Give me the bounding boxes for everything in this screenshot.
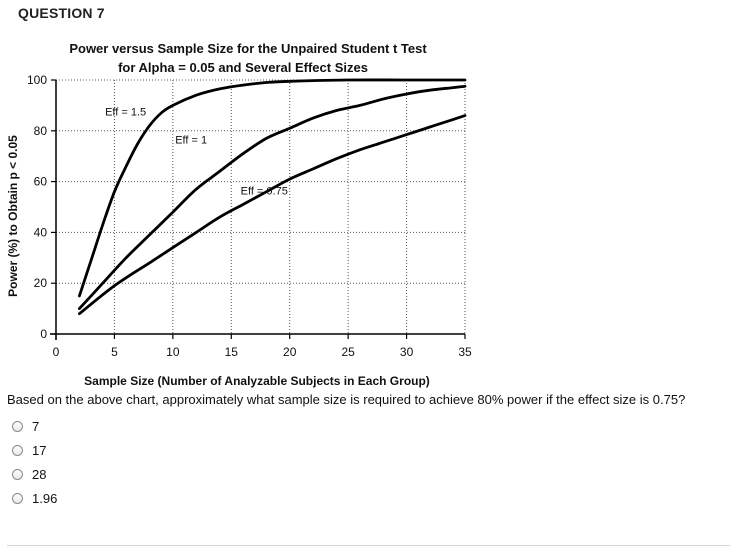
question-header: QUESTION 7 bbox=[18, 5, 105, 21]
chart-axes bbox=[50, 80, 465, 340]
radio-button[interactable] bbox=[12, 493, 23, 504]
y-tick-label: 0 bbox=[40, 327, 47, 341]
option-1-96[interactable] bbox=[12, 486, 57, 510]
radio-button[interactable] bbox=[12, 469, 23, 480]
chart-ticks bbox=[27, 73, 472, 359]
y-tick-label: 100 bbox=[26, 73, 47, 87]
option-28[interactable] bbox=[12, 462, 57, 486]
x-tick-label: 0 bbox=[52, 345, 60, 359]
y-tick-label: 60 bbox=[33, 174, 47, 189]
chart-title: Power versus Sample Size for the Unpaired Student t Test bbox=[69, 41, 427, 56]
y-tick-label: 80 bbox=[33, 123, 47, 138]
radio-button[interactable] bbox=[12, 445, 23, 456]
series-line-eff-1 bbox=[79, 86, 465, 308]
chart-subtitle: for Alpha = 0.05 and Several Effect Sizes bbox=[118, 60, 368, 75]
x-tick-label: 35 bbox=[458, 345, 472, 359]
power-chart bbox=[0, 34, 737, 389]
x-tick-label: 30 bbox=[399, 345, 414, 359]
option-7[interactable] bbox=[12, 414, 57, 438]
x-tick-label: 10 bbox=[166, 345, 180, 359]
y-axis-label: Power (%) to Obtain p < 0.05 bbox=[6, 135, 20, 297]
radio-button[interactable] bbox=[12, 421, 23, 432]
option-17[interactable] bbox=[12, 438, 57, 462]
option-label: 28 bbox=[32, 466, 47, 482]
bottom-divider bbox=[7, 545, 730, 546]
x-tick-label: 15 bbox=[224, 345, 238, 359]
answer-options bbox=[12, 414, 57, 510]
option-label: 17 bbox=[32, 442, 47, 458]
x-tick-label: 25 bbox=[341, 345, 355, 359]
option-label: 1.96 bbox=[32, 490, 58, 506]
option-label: 7 bbox=[32, 418, 40, 434]
y-tick-label: 20 bbox=[33, 276, 47, 291]
x-tick-label: 5 bbox=[111, 345, 118, 359]
series-label-eff-1-5: Eff = 1.5 bbox=[105, 106, 147, 119]
y-tick-label: 40 bbox=[33, 225, 47, 240]
series-label-eff-0-75: Eff = 0.75 bbox=[240, 185, 288, 198]
question-text: Based on the above chart, approximately what sample size is required to achieve 80% power if the effect size is 0.75? bbox=[7, 392, 686, 407]
x-axis-label: Sample Size (Number of Analyzable Subjects in Each Group) bbox=[84, 374, 430, 388]
x-tick-label: 20 bbox=[283, 345, 297, 359]
series-label-eff-1: Eff = 1 bbox=[175, 134, 208, 147]
